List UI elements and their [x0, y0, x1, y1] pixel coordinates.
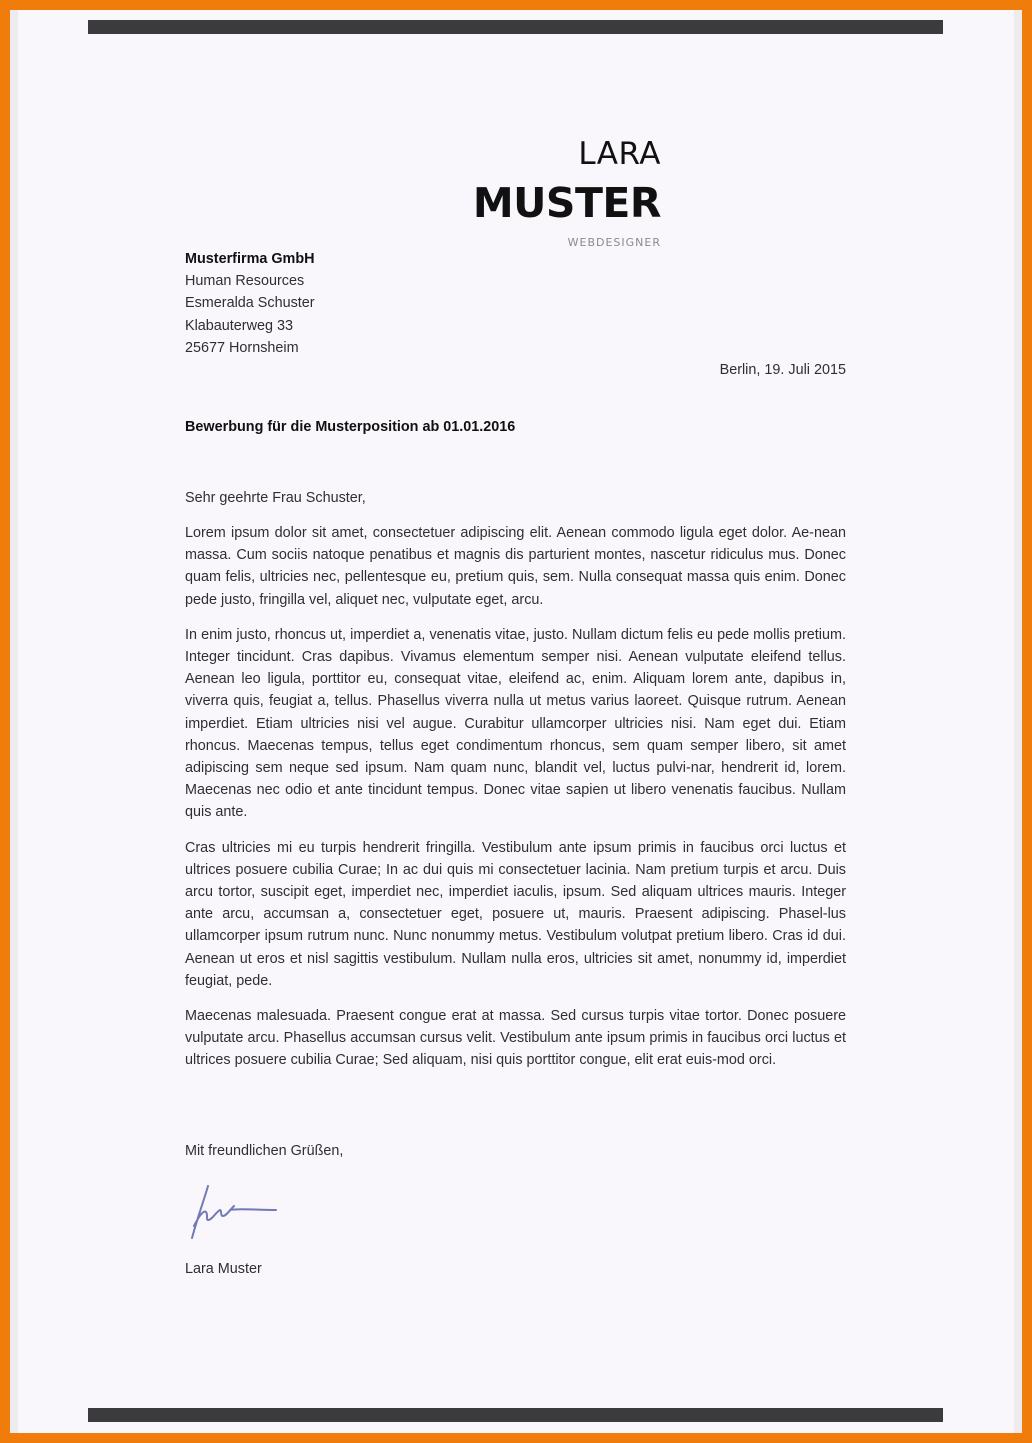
salutation: Sehr geehrte Frau Schuster, — [185, 490, 366, 506]
sender-first-name: LARA — [578, 136, 661, 172]
recipient-contact: Esmeralda Schuster — [185, 295, 315, 312]
recipient-company: Musterfirma GmbH — [185, 251, 315, 267]
top-decorative-bar — [88, 20, 943, 34]
recipient-address — [185, 248, 846, 359]
body-paragraph: Cras ultricies mi eu turpis hendrerit fringilla. Vestibulum ante ipsum primis in faucibus orci luctus et ultrices posuere cubilia Curae; In ac dui quis mi consectetuer lacinia. Nam pretium turpis et arcu. Duis arcu tortor, suscipit eget, imperdiet nec, imperdiet iaculis, ipsum. Sed aliquam ultrices mauris. Integer ante arcu, accumsan a, consectetuer eget, posuere ut, mauris. Praesent adipiscing. Phasel-lus ullamcorper ipsum rutrum nunc. Nunc nonummy metus. Vestibulum volutpat pretium libero. Cras id dui. Aenean ut eros et nisl sagittis vestibulum. Nullam nulla eros, ultricies sit amet, nonummy id, imperdiet feugiat, pede. — [185, 839, 846, 989]
letter-date: Berlin, 19. Juli 2015 — [719, 362, 846, 378]
recipient-street: Klabauterweg 33 — [185, 317, 294, 334]
sender-job-title: WEBDESIGNER — [567, 236, 661, 249]
closing-phrase: Mit freundlichen Grüßen, — [185, 1143, 344, 1159]
body-paragraph: Lorem ipsum dolor sit amet, consectetuer adipiscing elit. Aenean commodo ligula eget dolor. Ae-nean massa. Cum sociis natoque penatibus et magnis dis parturient montes, nascetur ridiculus mus. Donec quam felis, ultricies nec, pellentesque eu, pretium quis, sem. Nulla consequat massa quis enim. Donec pede justo, fringilla vel, aliquet nec, vulputate eget, arcu. — [185, 525, 846, 608]
signer-name: Lara Muster — [185, 1261, 262, 1277]
recipient-city: 25677 Hornsheim — [185, 339, 299, 356]
sender-last-name: MUSTER — [472, 179, 661, 227]
body-paragraph: Maecenas malesuada. Praesent congue erat at massa. Sed cursus turpis vitae tortor. Donec posuere vulputate arcu. Phasellus accumsan cursus velit. Vestibulum ante ipsum primis in faucibus orci luctus et ultrices posuere cubilia Curae; Sed aliquam, nisi quis porttitor congue, elit erat euis-mod orci. — [185, 1008, 846, 1069]
recipient-department: Human Resources — [185, 273, 305, 290]
letter-subject: Bewerbung für die Musterposition ab 01.01.2016 — [185, 419, 516, 435]
body-paragraph: In enim justo, rhoncus ut, imperdiet a, venenatis vitae, justo. Nullam dictum felis eu pede mollis pretium. Integer tincidunt. Cras dapibus. Vivamus elementum semper nisi. Aenean vulputate eleifend tellus. Aenean leo ligula, porttitor eu, consequat vitae, eleifend ac, enim. Aliquam lorem ante, dapibus in, viverra quis, feugiat a, tellus. Phasellus viverra nulla ut metus varius laoreet. Quisque rutrum. Aenean imperdiet. Etiam ultricies nisi vel augue. Curabitur ullamcorper ultricies nisi. Nam eget dui. Etiam rhoncus. Maecenas tempus, tellus eget condimentum rhoncus, sem quam semper libero, sit amet adipiscing sem neque sed ipsum. Nam quam nunc, blandit vel, luctus pulvi-nar, hendrerit id, lorem. Maecenas nec odio et ante tincidunt tempus. Donec vitae sapien ut libero venenatis faucibus. Nullam quis ante. — [185, 626, 846, 821]
bottom-decorative-bar — [88, 1408, 943, 1422]
signature-icon — [186, 1176, 282, 1246]
letterhead — [473, 133, 661, 249]
letter-body — [185, 522, 846, 1085]
